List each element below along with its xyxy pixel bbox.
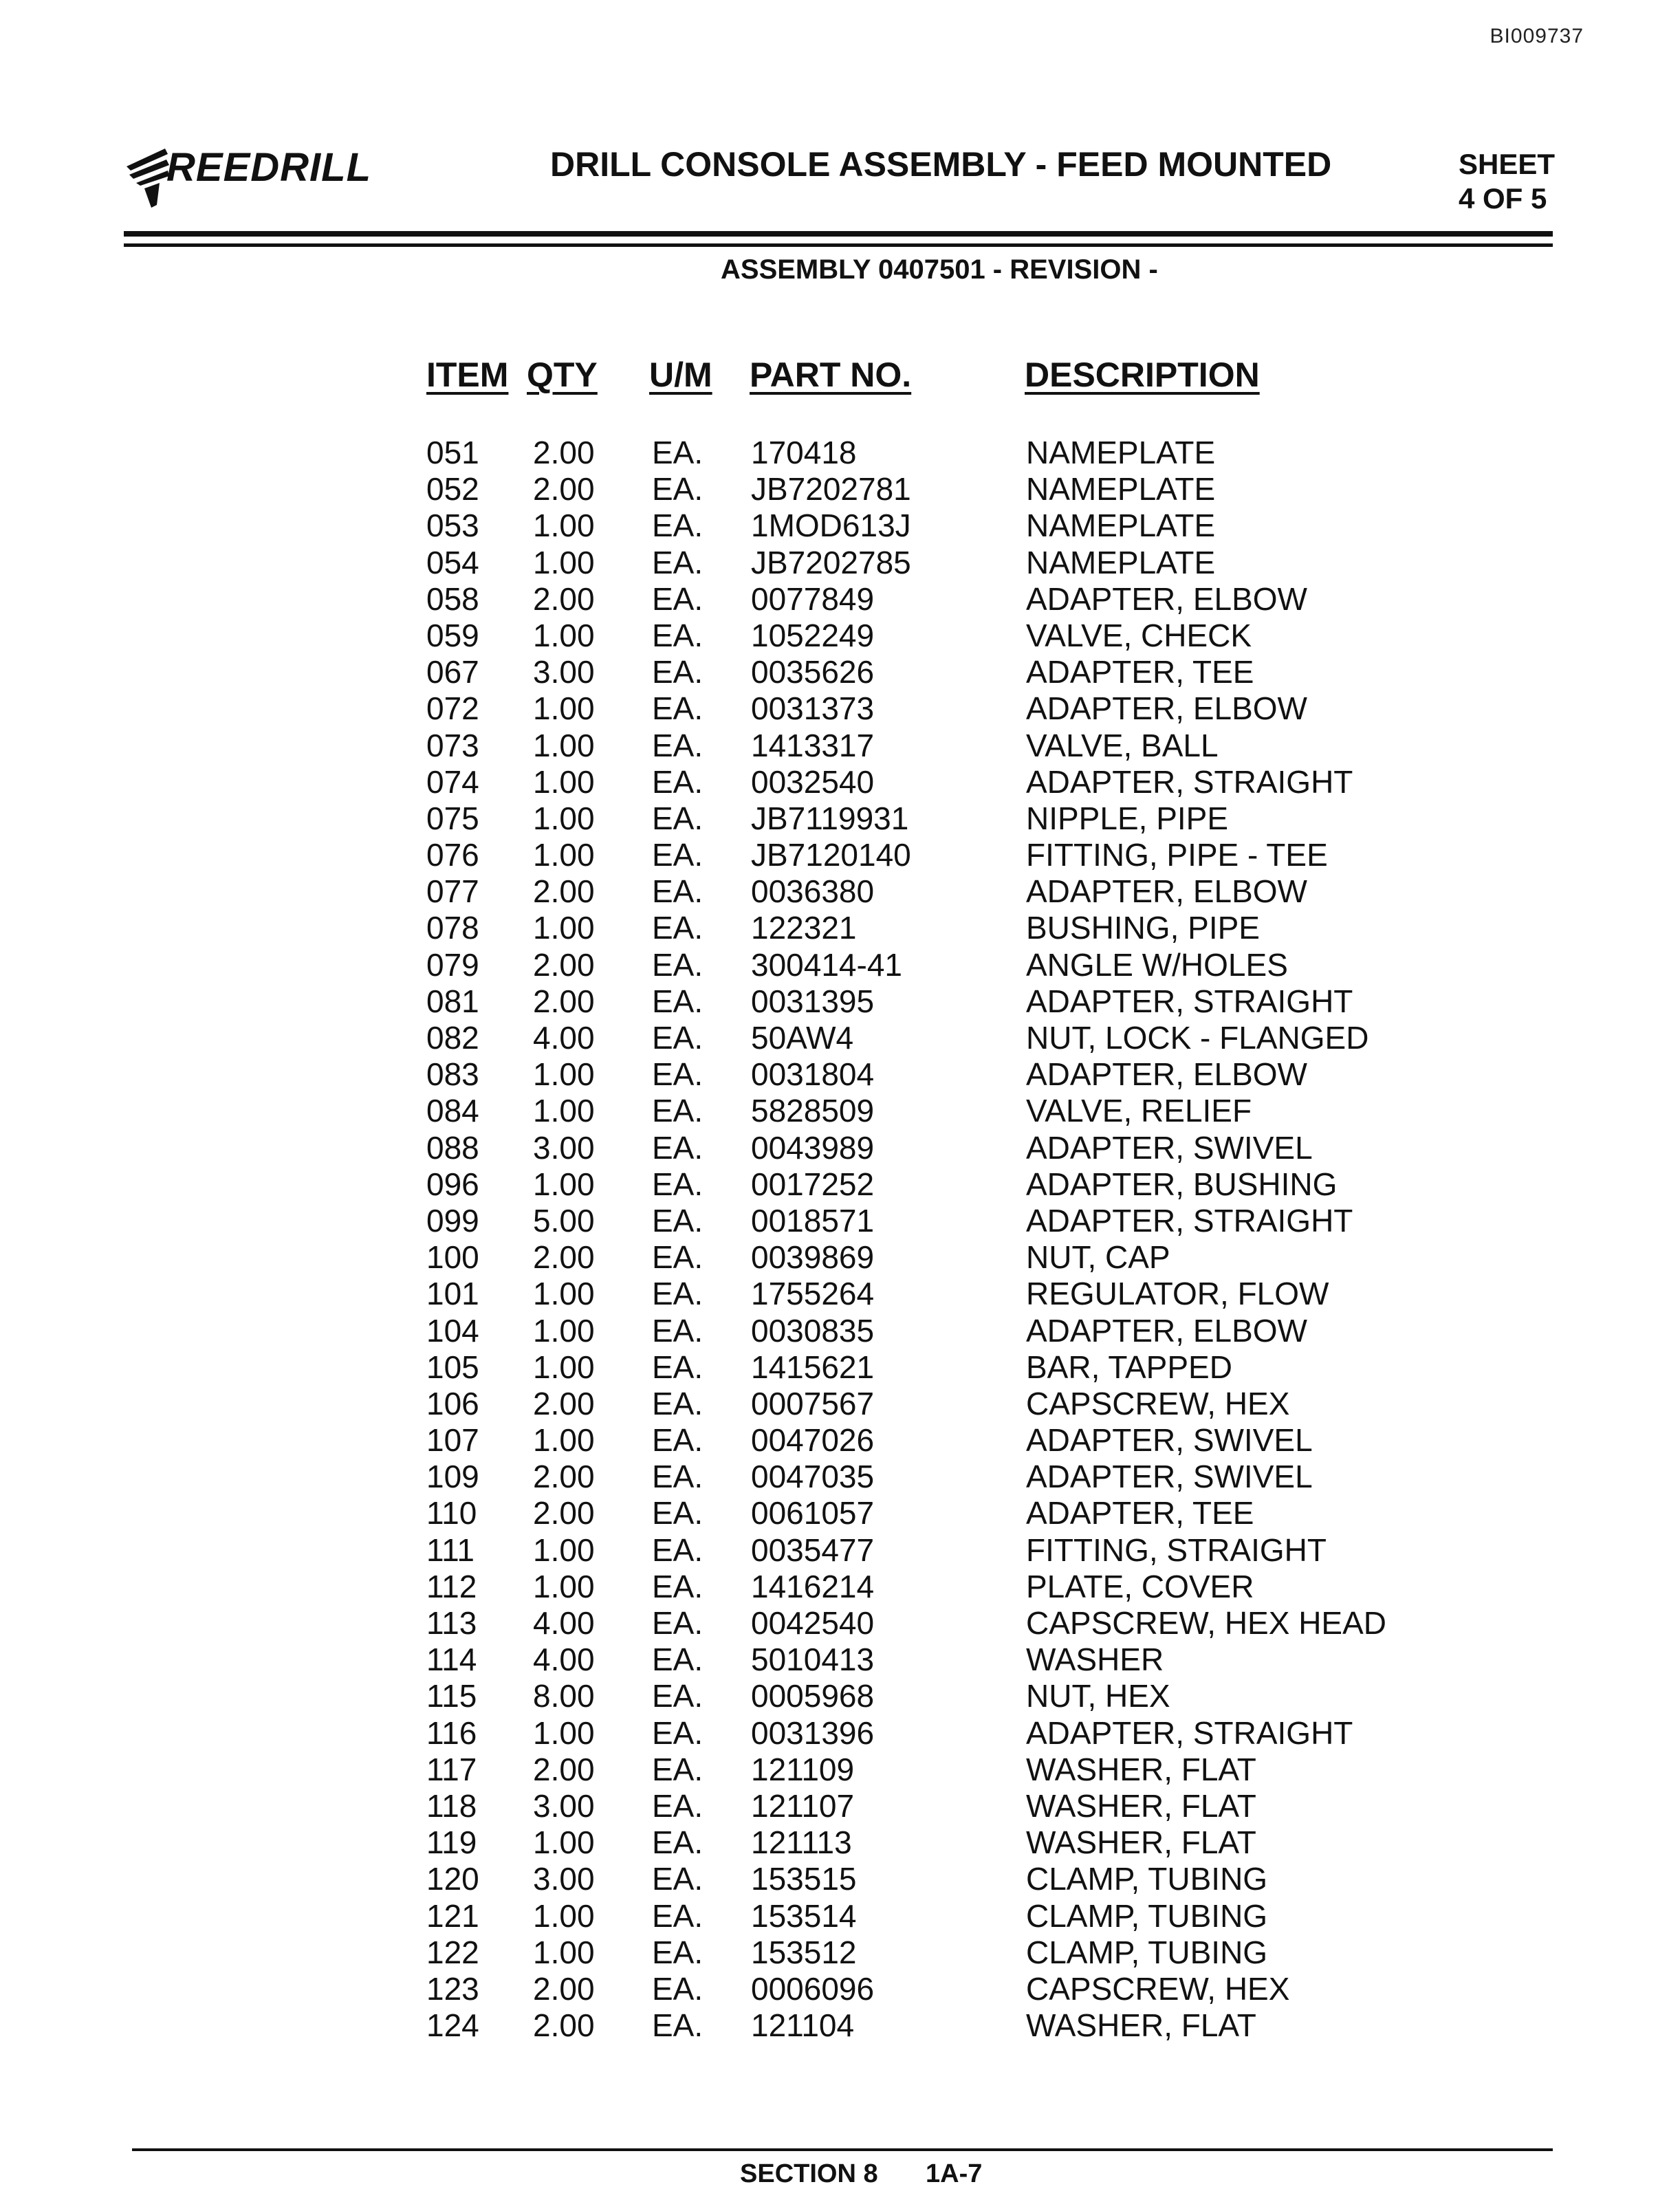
item-cell: 077: [426, 873, 479, 910]
item-cell: 099: [426, 1202, 479, 1239]
table-row: [0, 800, 1680, 837]
description-cell: FITTING, PIPE - TEE: [1026, 837, 1328, 873]
table-row: [0, 581, 1680, 618]
part-no-cell: 1755264: [751, 1276, 875, 1312]
qty-cell: 1.00: [533, 800, 595, 836]
description-cell: BUSHING, PIPE: [1026, 910, 1260, 946]
description-cell: CAPSCREW, HEX HEAD: [1026, 1605, 1386, 1641]
um-cell: EA.: [652, 1276, 703, 1312]
item-cell: 114: [426, 1642, 477, 1678]
qty-cell: 2.00: [533, 471, 595, 508]
item-cell: 121: [426, 1897, 479, 1934]
item-cell: 120: [426, 1861, 479, 1897]
item-cell: 082: [426, 1020, 479, 1056]
table-row: [0, 1861, 1680, 1897]
qty-cell: 1.00: [533, 837, 595, 873]
um-cell: EA.: [652, 654, 703, 690]
description-cell: VALVE, RELIEF: [1026, 1093, 1252, 1129]
qty-cell: 1.00: [533, 508, 595, 544]
um-cell: EA.: [652, 1495, 703, 1531]
um-cell: EA.: [652, 1787, 703, 1824]
description-cell: NUT, LOCK - FLANGED: [1026, 1020, 1369, 1056]
item-cell: 088: [426, 1129, 479, 1166]
qty-cell: 1.00: [533, 1349, 595, 1385]
description-cell: VALVE, CHECK: [1026, 617, 1252, 653]
item-cell: 084: [426, 1093, 479, 1129]
item-cell: 110: [426, 1495, 477, 1531]
item-cell: 100: [426, 1239, 479, 1276]
part-no-cell: JB7120140: [751, 837, 911, 873]
part-no-cell: 170418: [751, 435, 857, 470]
um-cell: EA.: [652, 983, 703, 1019]
table-row: [0, 654, 1680, 690]
item-cell: 073: [426, 727, 479, 763]
part-no-cell: 0031396: [751, 1714, 875, 1751]
document-title: DRILL CONSOLE ASSEMBLY - FEED MOUNTED: [550, 145, 1332, 184]
table-row: [0, 1678, 1680, 1714]
description-cell: ADAPTER, ELBOW: [1026, 873, 1307, 910]
part-no-cell: 0077849: [751, 580, 875, 617]
um-cell: EA.: [652, 1202, 703, 1239]
part-no-cell: 0031373: [751, 690, 875, 727]
description-cell: REGULATOR, FLOW: [1026, 1276, 1329, 1312]
qty-cell: 2.00: [533, 580, 595, 617]
description-cell: CLAMP, TUBING: [1026, 1897, 1268, 1934]
qty-cell: 1.00: [533, 1166, 595, 1202]
part-no-cell: 5828509: [751, 1093, 875, 1129]
table-row: [0, 1824, 1680, 1861]
um-cell: EA.: [652, 1678, 703, 1714]
description-cell: NUT, HEX: [1026, 1678, 1170, 1714]
qty-cell: 2.00: [533, 873, 595, 910]
part-no-cell: 0047026: [751, 1422, 875, 1459]
part-no-cell: 0043989: [751, 1129, 875, 1166]
qty-cell: 2.00: [533, 2007, 595, 2044]
part-no-cell: 0005968: [751, 1678, 875, 1714]
um-cell: EA.: [652, 1970, 703, 2007]
logo-text: REEDRILL: [166, 145, 371, 190]
part-no-cell: JB7202781: [751, 471, 911, 508]
description-cell: ADAPTER, SWIVEL: [1026, 1459, 1313, 1495]
part-no-cell: 1413317: [751, 727, 875, 763]
table-row: [0, 1532, 1680, 1569]
qty-cell: 4.00: [533, 1642, 595, 1678]
header-rule-bottom: [124, 243, 1553, 247]
item-cell: 083: [426, 1056, 479, 1093]
part-no-cell: 0036380: [751, 873, 875, 910]
description-cell: ADAPTER, ELBOW: [1026, 1312, 1307, 1349]
description-cell: FITTING, STRAIGHT: [1026, 1531, 1327, 1568]
description-cell: CLAMP, TUBING: [1026, 1861, 1268, 1897]
part-no-cell: 0030835: [751, 1312, 875, 1349]
item-cell: 096: [426, 1166, 479, 1202]
table-row: [0, 837, 1680, 873]
qty-cell: 4.00: [533, 1605, 595, 1641]
part-no-cell: 153512: [751, 1934, 857, 1970]
item-cell: 122: [426, 1934, 479, 1970]
um-cell: EA.: [652, 580, 703, 617]
um-cell: EA.: [652, 800, 703, 836]
item-cell: 051: [426, 435, 479, 470]
item-cell: 111: [426, 1531, 474, 1568]
um-cell: EA.: [652, 1934, 703, 1970]
table-row: [0, 1971, 1680, 2007]
item-cell: 101: [426, 1276, 479, 1312]
qty-cell: 1.00: [533, 1824, 595, 1861]
item-cell: 067: [426, 654, 479, 690]
table-row: [0, 1752, 1680, 1788]
qty-cell: 2.00: [533, 946, 595, 983]
column-header-item: ITEM: [426, 356, 509, 394]
item-cell: 072: [426, 690, 479, 727]
table-row: [0, 1093, 1680, 1129]
table-row: [0, 1130, 1680, 1166]
table-row: [0, 545, 1680, 581]
item-cell: 105: [426, 1349, 479, 1385]
qty-cell: 1.00: [533, 1897, 595, 1934]
part-no-cell: 0018571: [751, 1202, 875, 1239]
qty-cell: 1.00: [533, 763, 595, 800]
description-cell: ADAPTER, STRAIGHT: [1026, 1714, 1353, 1751]
table-row: [0, 618, 1680, 654]
part-no-cell: 0006096: [751, 1970, 875, 2007]
qty-cell: 8.00: [533, 1678, 595, 1714]
table-row: [0, 508, 1680, 544]
part-no-cell: 0017252: [751, 1166, 875, 1202]
qty-cell: 1.00: [533, 617, 595, 653]
table-row: [0, 1605, 1680, 1642]
qty-cell: 2.00: [533, 1495, 595, 1531]
table-row: [0, 1934, 1680, 1971]
qty-cell: 1.00: [533, 1276, 595, 1312]
item-cell: 059: [426, 617, 479, 653]
part-no-cell: 121107: [751, 1787, 855, 1824]
part-no-cell: 5010413: [751, 1642, 875, 1678]
um-cell: EA.: [652, 1605, 703, 1641]
description-cell: ADAPTER, STRAIGHT: [1026, 983, 1353, 1019]
um-cell: EA.: [652, 1459, 703, 1495]
column-header-qty: QTY: [527, 356, 598, 394]
table-row: [0, 1166, 1680, 1203]
item-cell: 118: [426, 1787, 477, 1824]
um-cell: EA.: [652, 837, 703, 873]
um-cell: EA.: [652, 435, 703, 470]
description-cell: ADAPTER, ELBOW: [1026, 1056, 1307, 1093]
description-cell: ADAPTER, STRAIGHT: [1026, 1202, 1353, 1239]
item-cell: 119: [426, 1824, 477, 1861]
item-cell: 075: [426, 800, 479, 836]
description-cell: ADAPTER, SWIVEL: [1026, 1422, 1313, 1459]
part-no-cell: 300414-41: [751, 946, 902, 983]
table-row: [0, 1349, 1680, 1386]
table-row: [0, 1239, 1680, 1276]
description-cell: CAPSCREW, HEX: [1026, 1970, 1290, 2007]
sheet-label: SHEET: [1458, 148, 1555, 180]
company-logo: [124, 139, 371, 215]
qty-cell: 1.00: [533, 690, 595, 727]
item-cell: 115: [426, 1678, 477, 1714]
description-cell: VALVE, BALL: [1026, 727, 1219, 763]
item-cell: 116: [426, 1714, 477, 1751]
part-no-cell: 121109: [751, 1751, 855, 1787]
um-cell: EA.: [652, 1093, 703, 1129]
part-no-cell: 0035477: [751, 1531, 875, 1568]
description-cell: ADAPTER, SWIVEL: [1026, 1129, 1313, 1166]
table-row: [0, 1313, 1680, 1349]
um-cell: EA.: [652, 1056, 703, 1093]
um-cell: EA.: [652, 617, 703, 653]
item-cell: 054: [426, 544, 479, 580]
part-no-cell: 0047035: [751, 1459, 875, 1495]
um-cell: EA.: [652, 1166, 703, 1202]
description-cell: ADAPTER, TEE: [1026, 654, 1254, 690]
um-cell: EA.: [652, 1824, 703, 1861]
um-cell: EA.: [652, 910, 703, 946]
item-cell: 052: [426, 471, 479, 508]
table-row: [0, 1422, 1680, 1459]
description-cell: NAMEPLATE: [1026, 508, 1216, 544]
um-cell: EA.: [652, 2007, 703, 2044]
description-cell: ADAPTER, BUSHING: [1026, 1166, 1338, 1202]
part-no-cell: JB7202785: [751, 544, 911, 580]
table-row: [0, 1020, 1680, 1056]
table-row: [0, 1203, 1680, 1239]
um-cell: EA.: [652, 1385, 703, 1421]
footer-page-number: 1A-7: [926, 2159, 983, 2188]
table-row: [0, 471, 1680, 508]
table-row: [0, 983, 1680, 1020]
qty-cell: 1.00: [533, 727, 595, 763]
table-row: [0, 1788, 1680, 1824]
um-cell: EA.: [652, 1568, 703, 1604]
part-no-cell: 1052249: [751, 617, 875, 653]
part-no-cell: 121104: [751, 2007, 855, 2044]
description-cell: NUT, CAP: [1026, 1239, 1170, 1276]
qty-cell: 1.00: [533, 1568, 595, 1604]
um-cell: EA.: [652, 873, 703, 910]
qty-cell: 1.00: [533, 1056, 595, 1093]
table-row: [0, 873, 1680, 910]
part-no-cell: 1MOD613J: [751, 508, 911, 544]
item-cell: 104: [426, 1312, 479, 1349]
um-cell: EA.: [652, 508, 703, 544]
table-row: [0, 1569, 1680, 1605]
description-cell: BAR, TAPPED: [1026, 1349, 1232, 1385]
um-cell: EA.: [652, 1312, 703, 1349]
item-cell: 117: [426, 1751, 477, 1787]
qty-cell: 1.00: [533, 1093, 595, 1129]
part-no-cell: 0035626: [751, 654, 875, 690]
qty-cell: 3.00: [533, 654, 595, 690]
description-cell: PLATE, COVER: [1026, 1568, 1254, 1604]
um-cell: EA.: [652, 763, 703, 800]
part-no-cell: 1416214: [751, 1568, 875, 1604]
qty-cell: 2.00: [533, 1239, 595, 1276]
column-header-description: DESCRIPTION: [1025, 356, 1260, 394]
table-row: [0, 910, 1680, 946]
qty-cell: 1.00: [533, 1934, 595, 1970]
part-no-cell: 0032540: [751, 763, 875, 800]
um-cell: EA.: [652, 1422, 703, 1459]
item-cell: 074: [426, 763, 479, 800]
qty-cell: 2.00: [533, 435, 595, 470]
assembly-revision: ASSEMBLY 0407501 - REVISION -: [721, 254, 1158, 285]
um-cell: EA.: [652, 690, 703, 727]
table-row: [0, 435, 1680, 471]
description-cell: ANGLE W/HOLES: [1026, 946, 1288, 983]
footer-section: SECTION 8: [740, 2159, 878, 2188]
parts-list: [0, 435, 1680, 2044]
um-cell: EA.: [652, 1531, 703, 1568]
description-cell: NIPPLE, PIPE: [1026, 800, 1229, 836]
sheet-number: 4 OF 5: [1458, 182, 1547, 215]
description-cell: CAPSCREW, HEX: [1026, 1385, 1290, 1421]
um-cell: EA.: [652, 1751, 703, 1787]
um-cell: EA.: [652, 1239, 703, 1276]
item-cell: 081: [426, 983, 479, 1019]
qty-cell: 3.00: [533, 1787, 595, 1824]
qty-cell: 2.00: [533, 1459, 595, 1495]
um-cell: EA.: [652, 727, 703, 763]
qty-cell: 2.00: [533, 1751, 595, 1787]
description-cell: NAMEPLATE: [1026, 471, 1216, 508]
table-row: [0, 1459, 1680, 1495]
item-cell: 053: [426, 508, 479, 544]
item-cell: 079: [426, 946, 479, 983]
um-cell: EA.: [652, 1861, 703, 1897]
part-no-cell: 153515: [751, 1861, 857, 1897]
column-header-part-no: PART NO.: [750, 356, 912, 394]
table-row: [0, 1898, 1680, 1934]
qty-cell: 2.00: [533, 1970, 595, 2007]
part-no-cell: 1415621: [751, 1349, 875, 1385]
table-row: [0, 1642, 1680, 1678]
document-id: BI009737: [1490, 25, 1584, 47]
item-cell: 112: [426, 1568, 477, 1604]
um-cell: EA.: [652, 1129, 703, 1166]
qty-cell: 3.00: [533, 1861, 595, 1897]
item-cell: 076: [426, 837, 479, 873]
part-no-cell: 50AW4: [751, 1020, 854, 1056]
um-cell: EA.: [652, 544, 703, 580]
qty-cell: 1.00: [533, 544, 595, 580]
qty-cell: 5.00: [533, 1202, 595, 1239]
description-cell: NAMEPLATE: [1026, 435, 1216, 470]
item-cell: 078: [426, 910, 479, 946]
description-cell: ADAPTER, ELBOW: [1026, 580, 1307, 617]
part-no-cell: 0061057: [751, 1495, 875, 1531]
item-cell: 058: [426, 580, 479, 617]
table-row: [0, 1386, 1680, 1422]
table-row: [0, 1276, 1680, 1312]
qty-cell: 1.00: [533, 1312, 595, 1349]
column-header-um: U/M: [649, 356, 712, 394]
table-row: [0, 764, 1680, 800]
part-no-cell: 122321: [751, 910, 857, 946]
description-cell: NAMEPLATE: [1026, 544, 1216, 580]
item-cell: 109: [426, 1459, 479, 1495]
um-cell: EA.: [652, 1897, 703, 1934]
qty-cell: 2.00: [533, 1385, 595, 1421]
qty-cell: 2.00: [533, 983, 595, 1019]
qty-cell: 1.00: [533, 1531, 595, 1568]
description-cell: WASHER: [1026, 1642, 1164, 1678]
item-cell: 106: [426, 1385, 479, 1421]
um-cell: EA.: [652, 1642, 703, 1678]
description-cell: CLAMP, TUBING: [1026, 1934, 1268, 1970]
description-cell: ADAPTER, STRAIGHT: [1026, 763, 1353, 800]
qty-cell: 3.00: [533, 1129, 595, 1166]
table-row: [0, 947, 1680, 983]
description-cell: WASHER, FLAT: [1026, 2007, 1256, 2044]
table-row: [0, 690, 1680, 727]
item-cell: 107: [426, 1422, 479, 1459]
sheet-indicator: [1459, 147, 1555, 216]
part-no-cell: 0042540: [751, 1605, 875, 1641]
part-no-cell: 0031804: [751, 1056, 875, 1093]
table-row: [0, 1715, 1680, 1752]
header-rule-top: [124, 231, 1553, 237]
description-cell: ADAPTER, ELBOW: [1026, 690, 1307, 727]
part-no-cell: 121113: [751, 1824, 852, 1861]
qty-cell: 4.00: [533, 1020, 595, 1056]
qty-cell: 1.00: [533, 1422, 595, 1459]
part-no-cell: JB7119931: [751, 800, 909, 836]
table-row: [0, 1495, 1680, 1531]
description-cell: WASHER, FLAT: [1026, 1824, 1256, 1861]
table-row: [0, 1056, 1680, 1093]
table-row: [0, 2007, 1680, 2044]
um-cell: EA.: [652, 1349, 703, 1385]
part-no-cell: 153514: [751, 1897, 857, 1934]
qty-cell: 1.00: [533, 910, 595, 946]
footer-rule: [132, 2148, 1553, 2151]
description-cell: WASHER, FLAT: [1026, 1787, 1256, 1824]
item-cell: 113: [426, 1605, 477, 1641]
item-cell: 123: [426, 1970, 479, 2007]
um-cell: EA.: [652, 946, 703, 983]
um-cell: EA.: [652, 1020, 703, 1056]
item-cell: 124: [426, 2007, 479, 2044]
part-no-cell: 0039869: [751, 1239, 875, 1276]
table-row: [0, 728, 1680, 764]
um-cell: EA.: [652, 471, 703, 508]
description-cell: ADAPTER, TEE: [1026, 1495, 1254, 1531]
part-no-cell: 0007567: [751, 1385, 875, 1421]
part-no-cell: 0031395: [751, 983, 875, 1019]
qty-cell: 1.00: [533, 1714, 595, 1751]
description-cell: WASHER, FLAT: [1026, 1751, 1256, 1787]
um-cell: EA.: [652, 1714, 703, 1751]
